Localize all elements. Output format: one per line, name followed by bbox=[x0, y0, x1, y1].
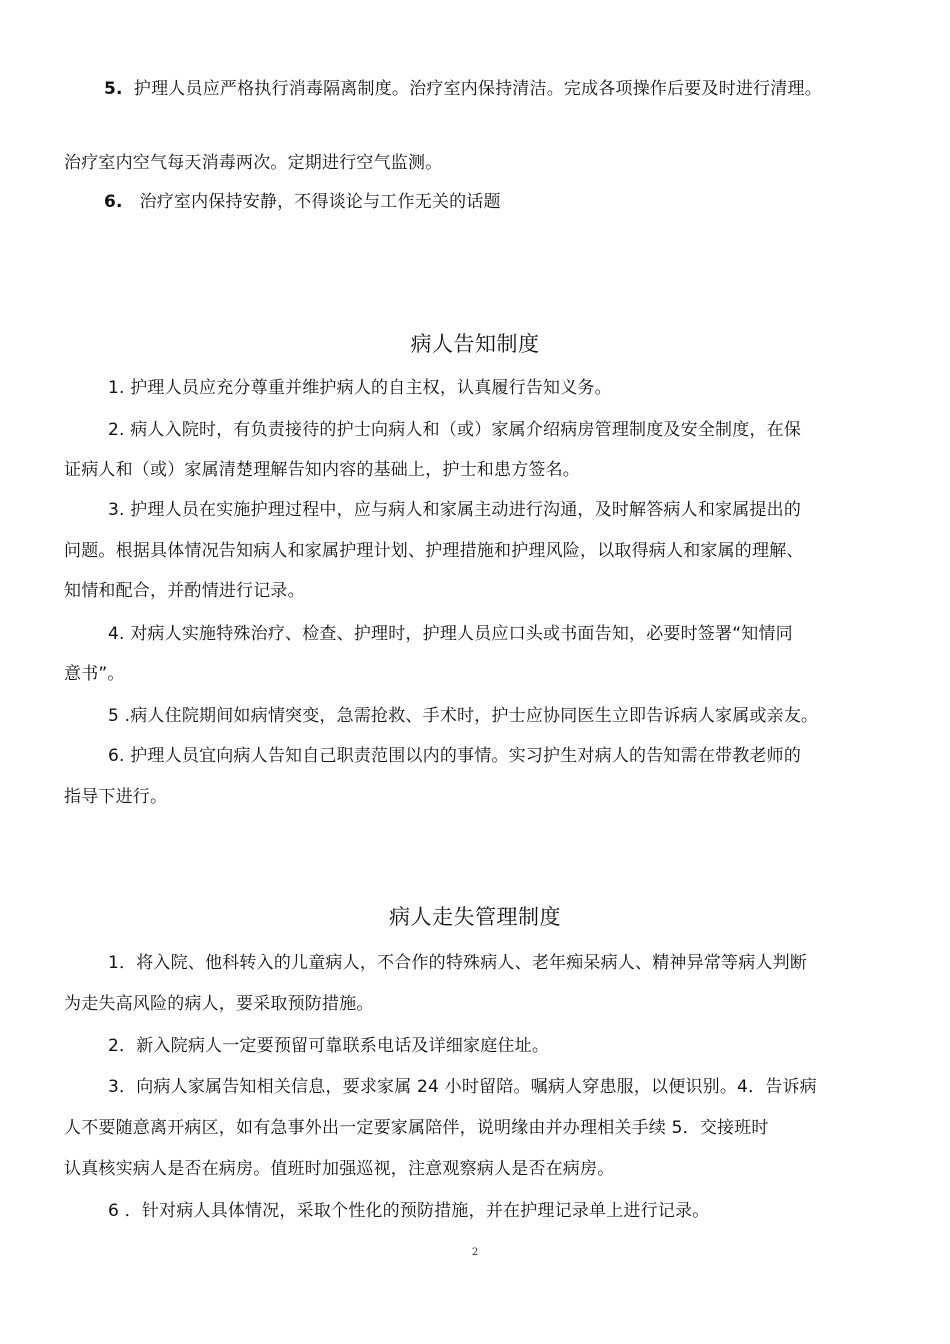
missing-line: 6 ．针对病人具体情况，采取个性化的预防措施，并在护理记录单上进行记录。 bbox=[108, 1201, 710, 1221]
missing-line: 人不要随意离开病区，如有急事外出一定要家属陪伴，说明缘由并办理相关手续 5．交接班时 bbox=[64, 1118, 769, 1138]
item-number: 5. bbox=[104, 79, 123, 99]
paragraph-text: 治疗室内保持安静，不得谈论与工作无关的话题 bbox=[139, 192, 501, 212]
notify-line: 证病人和（或）家属清楚理解告知内容的基础上，护士和患方签名。 bbox=[64, 460, 580, 480]
notify-line: 知情和配合，并酌情进行记录。 bbox=[64, 581, 305, 601]
notify-line: 6. 护理人员宜向病人告知自己职责范围以内的事情。实习护生对病人的告知需在带教老师的 bbox=[108, 746, 802, 766]
notify-line: 2. 病人入院时，有负责接待的护士向病人和（或）家属介绍病房管理制度及安全制度，在保 bbox=[108, 420, 802, 440]
paragraph-item-5-line-1 bbox=[104, 77, 822, 101]
missing-line: 2．新入院病人一定要预留可靠联系电话及详细家庭住址。 bbox=[108, 1036, 550, 1056]
section-title-notify: 病人告知制度 bbox=[410, 332, 540, 356]
notify-line: 问题。根据具体情况告知病人和家属护理计划、护理措施和护理风险，以取得病人和家属的理解、 bbox=[64, 541, 804, 561]
missing-line: 3．向病人家属告知相关信息，要求家属 24 小时留陪。嘱病人穿患服，以便识别。4．告诉病 bbox=[108, 1077, 817, 1097]
notify-line: 1. 护理人员应充分尊重并维护病人的自主权，认真履行告知义务。 bbox=[108, 378, 612, 398]
notify-line: 指导下进行。 bbox=[64, 787, 168, 807]
section-title-missing: 病人走失管理制度 bbox=[389, 905, 561, 929]
missing-line: 为走失高风险的病人，要采取预防措施。 bbox=[64, 994, 374, 1014]
notify-line: 3. 护理人员在实施护理过程中，应与病人和家属主动进行沟通，及时解答病人和家属提出的 bbox=[108, 500, 802, 520]
notify-line: 5 .病人住院期间如病情突变，急需抢救、手术时，护士应协同医生立即告诉病人家属或亲友。 bbox=[108, 706, 819, 726]
missing-line: 1．将入院、他科转入的儿童病人，不合作的特殊病人、老年痴呆病人、精神异常等病人判断 bbox=[108, 953, 808, 973]
missing-line: 认真核实病人是否在病房。值班时加强巡视，注意观察病人是否在病房。 bbox=[64, 1159, 615, 1179]
paragraph-item-5-line-2: 治疗室内空气每天消毒两次。定期进行空气监测。 bbox=[64, 153, 443, 173]
page-number: 2 bbox=[471, 1247, 479, 1258]
paragraph-text: 护理人员应严格执行消毒隔离制度。治疗室内保持清洁。完成各项操作后要及时进行清理。 bbox=[133, 79, 822, 99]
item-number: 6. bbox=[104, 192, 123, 212]
notify-line: 意书”。 bbox=[64, 664, 125, 684]
notify-line: 4. 对病人实施特殊治疗、检查、护理时，护理人员应口头或书面告知，必要时签署“知情同 bbox=[108, 624, 793, 644]
paragraph-item-6-line-1 bbox=[104, 190, 501, 214]
